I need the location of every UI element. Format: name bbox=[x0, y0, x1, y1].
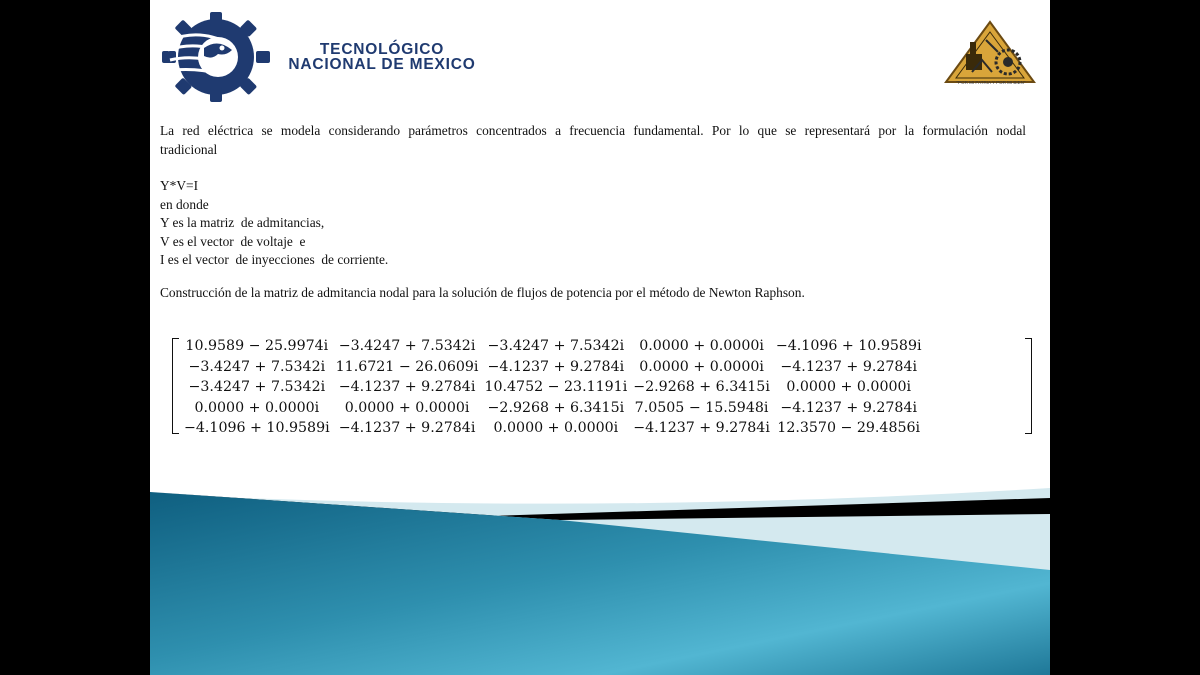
matrix-right-bracket bbox=[1025, 338, 1032, 434]
matrix-row bbox=[181, 398, 925, 419]
matrix-cell: 10.9589 − 25.9974i bbox=[185, 338, 329, 354]
matrix-cell: −3.4247 + 7.5342i bbox=[487, 338, 625, 354]
matrix-cell: 11.6721 − 26.0609i bbox=[335, 358, 479, 375]
decorative-wave bbox=[150, 480, 1050, 675]
equation-description bbox=[160, 177, 1026, 270]
matrix-cell: 7.0505 − 15.5948i bbox=[634, 399, 769, 416]
matrix-cell: −3.4247 + 7.5342i bbox=[338, 338, 476, 354]
description-line: I es el vector de inyecciones de corriente. bbox=[160, 252, 389, 267]
brand-line-2: NACIONAL DE MEXICO bbox=[288, 56, 476, 73]
matrix-cell: −3.4247 + 7.5342i bbox=[188, 358, 326, 375]
description-line: Y es la matriz de admitancias, bbox=[160, 215, 325, 230]
brand-line-1: TECNOLÓGICO bbox=[319, 41, 445, 58]
eagle-gear-logo-icon bbox=[160, 10, 272, 105]
matrix-left-bracket bbox=[172, 338, 179, 434]
matrix-cell: −4.1237 + 9.2784i bbox=[338, 420, 476, 436]
matrix-cell: 0.0000 + 0.0000i bbox=[344, 399, 470, 416]
crest-motto: "POR MI PATRIA Y POR MI BIEN" bbox=[956, 80, 1026, 85]
matrix-cell: 0.0000 + 0.0000i bbox=[639, 358, 764, 375]
matrix-row bbox=[181, 336, 925, 357]
admittance-matrix bbox=[172, 336, 1032, 436]
matrix-cell: 0.0000 + 0.0000i bbox=[493, 420, 619, 436]
intro-paragraph: La red eléctrica se modela considerando parámetros concentrados a frecuencia fundamental. Por lo que se representará por la formulación nodal tradicional bbox=[160, 123, 1026, 157]
matrix-cell: −4.1237 + 9.2784i bbox=[633, 420, 770, 436]
description-line: en donde bbox=[160, 196, 209, 212]
matrix-row bbox=[181, 418, 925, 439]
matrix-cell: 0.0000 + 0.0000i bbox=[786, 379, 912, 395]
matrix-cell: −4.1237 + 9.2784i bbox=[780, 358, 918, 375]
matrix-cell: −4.1096 + 10.9589i bbox=[775, 338, 922, 354]
matrix-cell: 0.0000 + 0.0000i bbox=[194, 399, 320, 416]
matrix-row bbox=[181, 357, 925, 378]
matrix-cell: −2.9268 + 6.3415i bbox=[633, 379, 770, 395]
institution-name bbox=[276, 42, 488, 72]
matrix-cell: −4.1237 + 9.2784i bbox=[338, 379, 476, 395]
matrix-cell: −3.4247 + 7.5342i bbox=[188, 379, 326, 395]
matrix-cell: −4.1237 + 9.2784i bbox=[780, 399, 918, 416]
construction-paragraph: Construcción de la matriz de admitancia nodal para la solución de flujos de potencia por el método de Newton Raphson. bbox=[160, 285, 805, 300]
matrix-cell: −4.1237 + 9.2784i bbox=[487, 358, 625, 375]
matrix-cell: −2.9268 + 6.3415i bbox=[487, 399, 625, 416]
matrix-cell: 0.0000 + 0.0000i bbox=[639, 338, 764, 354]
description-line: V es el vector de voltaje e bbox=[160, 233, 306, 249]
matrix-table bbox=[181, 336, 925, 439]
matrix-cell: 10.4752 − 23.1191i bbox=[484, 379, 628, 395]
matrix-row bbox=[181, 377, 925, 398]
slide bbox=[150, 0, 1050, 675]
equation-line: Y*V=I bbox=[160, 178, 199, 193]
matrix-cell: −4.1096 + 10.9589i bbox=[184, 420, 330, 436]
matrix-cell: 12.3570 − 29.4856i bbox=[777, 420, 921, 436]
